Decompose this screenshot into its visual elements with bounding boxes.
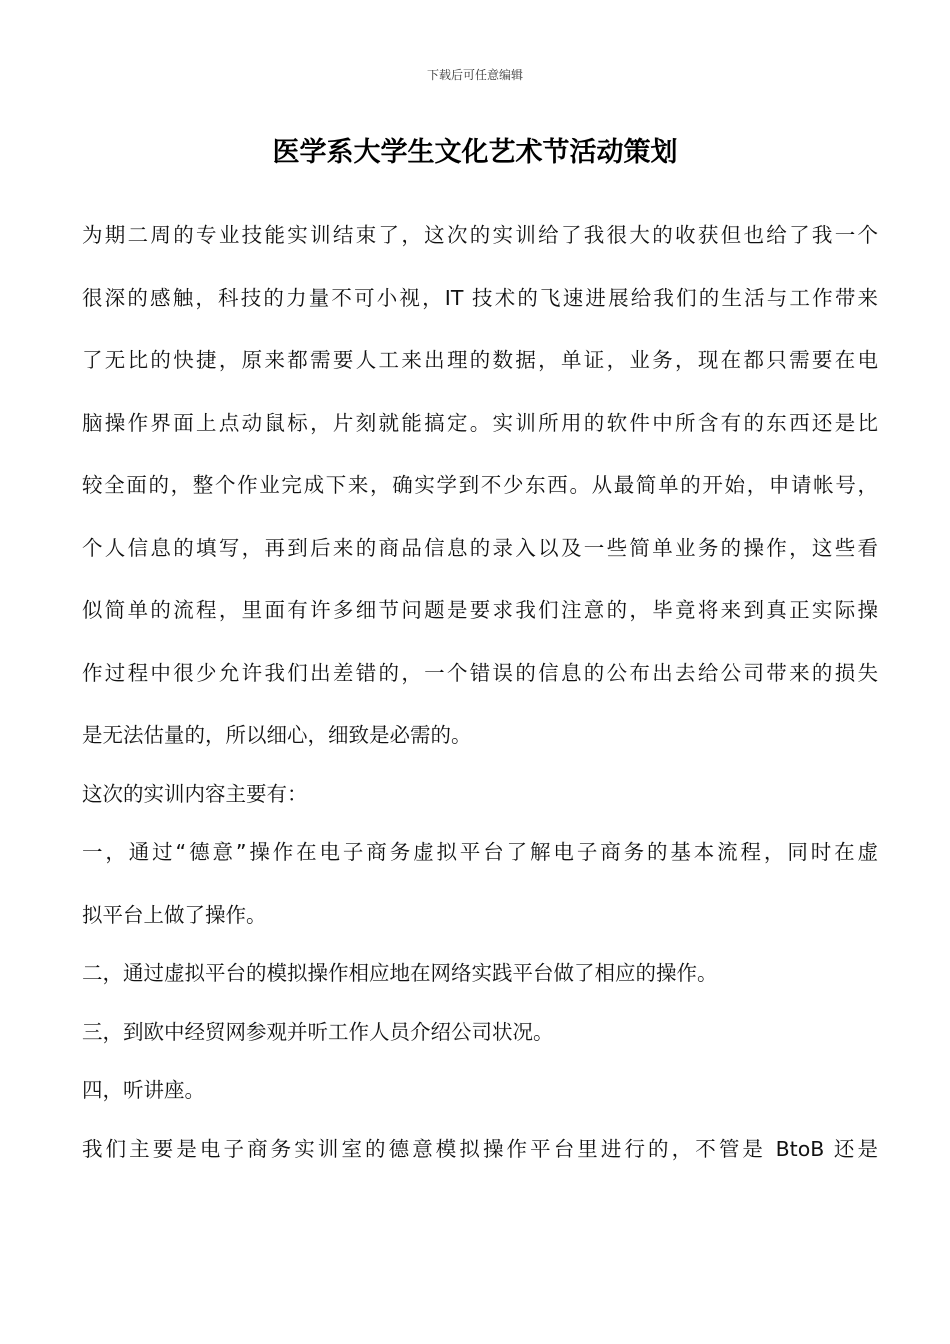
text-line: 拟平台上做了操作。: [82, 902, 267, 927]
text-line: 似简单的流程，里面有许多细节问题是要求我们注意的，毕竟将来到真正实际操: [82, 598, 878, 622]
text-line: 二，通过虚拟平台的模拟操作相应地在网络实践平台做了相应的操作。: [82, 961, 718, 985]
text-line: 很深的感触，科技的力量不可小视，IT 技术的飞速进展给我们的生活与工作带来: [82, 285, 878, 310]
text-line: 脑操作界面上点动鼠标，片刻就能搞定。实训所用的软件中所含有的东西还是比: [82, 410, 878, 435]
text-line: 较全面的，整个作业完成下来，确实学到不少东西。从最简单的开始，申请帐号，: [82, 473, 878, 497]
document-body: [82, 214, 878, 1190]
document-title: 医学系大学生文化艺术节活动策划: [272, 137, 678, 168]
header-note: 下载后可任意编辑: [426, 68, 523, 82]
text-line: 这次的实训内容主要有：: [82, 781, 308, 806]
text-line: 为期二周的专业技能实训结束了，这次的实训给了我很大的收获但也给了我一个: [82, 223, 878, 247]
text-line: 是无法估量的，所以细心，细致是必需的。: [82, 723, 472, 747]
text-line: 我们主要是电子商务实训室的德意模拟操作平台里进行的，不管是 BtoB 还是: [82, 1136, 878, 1161]
text-line: 三，到欧中经贸网参观并听工作人员介绍公司状况。: [82, 1019, 554, 1044]
text-line: 个人信息的填写，再到后来的商品信息的录入以及一些简单业务的操作，这些看: [82, 535, 878, 560]
text-line: 了无比的快捷，原来都需要人工来出理的数据，单证，业务，现在都只需要在电: [82, 348, 878, 372]
text-line: 一，通过“德意”操作在电子商务虚拟平台了解电子商务的基本流程，同时在虚: [82, 840, 878, 864]
text-line: 四，听讲座。: [82, 1078, 205, 1102]
text-line: 作过程中很少允许我们出差错的，一个错误的信息的公布出去给公司带来的损失: [82, 660, 878, 685]
